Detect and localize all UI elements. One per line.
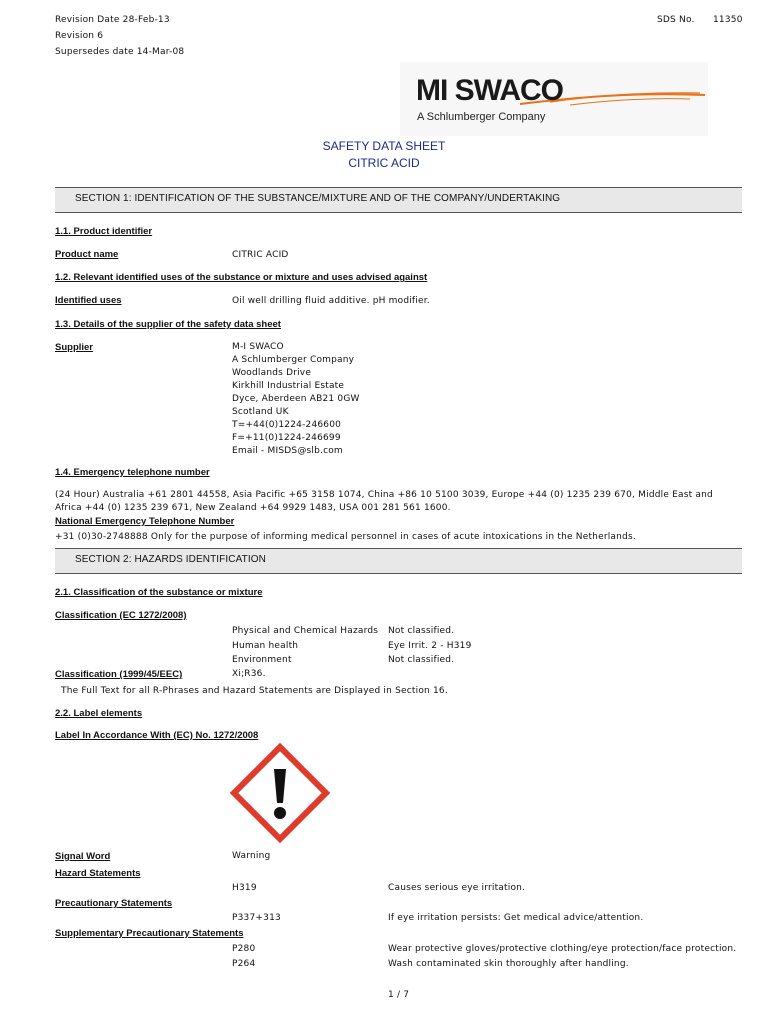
document-title: SAFETY DATA SHEET bbox=[322, 139, 446, 153]
emergency-numbers-line-1: (24 Hour) Australia +61 2801 44558, Asia Pacific +65 3158 1074, China +86 10 5100 3039, Europe +44 (0) 1235 239 670, Middle East and bbox=[55, 490, 713, 500]
classification-category: Environment bbox=[232, 655, 292, 665]
exclamation-mark-pictogram-icon bbox=[230, 743, 330, 843]
supplier-line: Scotland UK bbox=[232, 407, 289, 417]
heading-1-3: 1.3. Details of the supplier of the safety data sheet bbox=[55, 319, 281, 330]
heading-2-2: 2.2. Label elements bbox=[55, 708, 143, 719]
heading-2-1: 2.1. Classification of the substance or mixture bbox=[55, 587, 263, 598]
classification-category: Human health bbox=[232, 641, 299, 651]
supplier-email[interactable]: Email - MISDS@slb.com bbox=[232, 446, 343, 456]
supplementary-precautionary-label: Supplementary Precautionary Statements bbox=[55, 928, 244, 939]
classification-value: Eye Irrit. 2 - H319 bbox=[388, 641, 472, 651]
national-emergency-heading: National Emergency Telephone Number bbox=[55, 516, 235, 527]
supplementary-text: Wear protective gloves/protective clothing/eye protection/face protection. bbox=[388, 944, 737, 954]
full-text-note: The Full Text for all R-Phrases and Hazard Statements are Displayed in Section 16. bbox=[61, 686, 448, 696]
supplier-line: T=+44(0)1224-246600 bbox=[232, 420, 342, 430]
supplementary-code: P280 bbox=[232, 944, 256, 954]
supplier-label: Supplier bbox=[55, 342, 94, 353]
classification-ec-label: Classification (EC 1272/2008) bbox=[55, 610, 187, 621]
classification-value: Not classified. bbox=[388, 655, 455, 665]
signal-word-label: Signal Word bbox=[55, 851, 111, 862]
classification-value: Not classified. bbox=[388, 626, 455, 636]
section-2-bar bbox=[55, 548, 742, 574]
supplier-line: A Schlumberger Company bbox=[232, 355, 355, 365]
national-emergency-number: +31 (0)30-2748888 Only for the purpose of informing medical personnel in cases of acute intoxications in the Netherlands. bbox=[55, 532, 636, 542]
classification-1999-label: Classification (1999/45/EEC) bbox=[55, 669, 183, 680]
label-accordance-heading: Label In Accordance With (EC) No. 1272/2008 bbox=[55, 730, 259, 741]
classification-category: Physical and Chemical Hazards bbox=[232, 626, 379, 636]
revision-date: Revision Date 28-Feb-13 bbox=[55, 15, 170, 25]
supplier-line: F=+11(0)1224-246699 bbox=[232, 433, 341, 443]
hazard-code: H319 bbox=[232, 883, 257, 893]
emergency-numbers-line-2: Africa +44 (0) 1235 239 671, New Zealand +64 9929 1483, USA 001 281 561 1600. bbox=[55, 503, 451, 513]
product-name-value: CITRIC ACID bbox=[232, 250, 289, 260]
product-name-label: Product name bbox=[55, 249, 119, 260]
hazard-text: Causes serious eye irritation. bbox=[388, 883, 526, 893]
supplier-line: Dyce, Aberdeen AB21 0GW bbox=[232, 394, 360, 404]
page-number: 1 / 7 bbox=[388, 990, 410, 1000]
supplier-line: Kirkhill Industrial Estate bbox=[232, 381, 345, 391]
section-1-bar bbox=[55, 187, 742, 213]
heading-1-1: 1.1. Product identifier bbox=[55, 226, 153, 237]
precautionary-code: P337+313 bbox=[232, 913, 281, 923]
signal-word-value: Warning bbox=[232, 851, 271, 861]
identified-uses-value: Oil well drilling fluid additive. pH modifier. bbox=[232, 296, 430, 306]
logo-brand-text: MI SWACO bbox=[416, 74, 563, 107]
heading-1-2: 1.2. Relevant identified uses of the substance or mixture and uses advised against bbox=[55, 272, 428, 283]
supplementary-code: P264 bbox=[232, 959, 256, 969]
section-2-title: SECTION 2: HAZARDS IDENTIFICATION bbox=[75, 554, 266, 565]
heading-1-4: 1.4. Emergency telephone number bbox=[55, 467, 210, 478]
supplementary-text: Wash contaminated skin thoroughly after handling. bbox=[388, 959, 629, 969]
supplier-line: Woodlands Drive bbox=[232, 368, 312, 378]
logo-tagline: A Schlumberger Company bbox=[417, 111, 546, 123]
identified-uses-label: Identified uses bbox=[55, 295, 122, 306]
classification-1999-value: Xi;R36. bbox=[232, 669, 266, 679]
precautionary-text: If eye irritation persists: Get medical advice/attention. bbox=[388, 913, 644, 923]
hazard-statements-label: Hazard Statements bbox=[55, 868, 141, 879]
precautionary-statements-label: Precautionary Statements bbox=[55, 898, 173, 909]
company-logo bbox=[400, 62, 708, 136]
sds-number: 11350 bbox=[713, 15, 743, 25]
product-title: CITRIC ACID bbox=[348, 156, 420, 170]
supplier-line: M-I SWACO bbox=[232, 342, 284, 352]
section-1-title: SECTION 1: IDENTIFICATION OF THE SUBSTANCE/MIXTURE AND OF THE COMPANY/UNDERTAKING bbox=[75, 193, 561, 204]
revision-number: Revision 6 bbox=[55, 31, 104, 41]
supersedes-date: Supersedes date 14-Mar-08 bbox=[55, 47, 185, 57]
sds-number-label: SDS No. bbox=[657, 15, 695, 25]
